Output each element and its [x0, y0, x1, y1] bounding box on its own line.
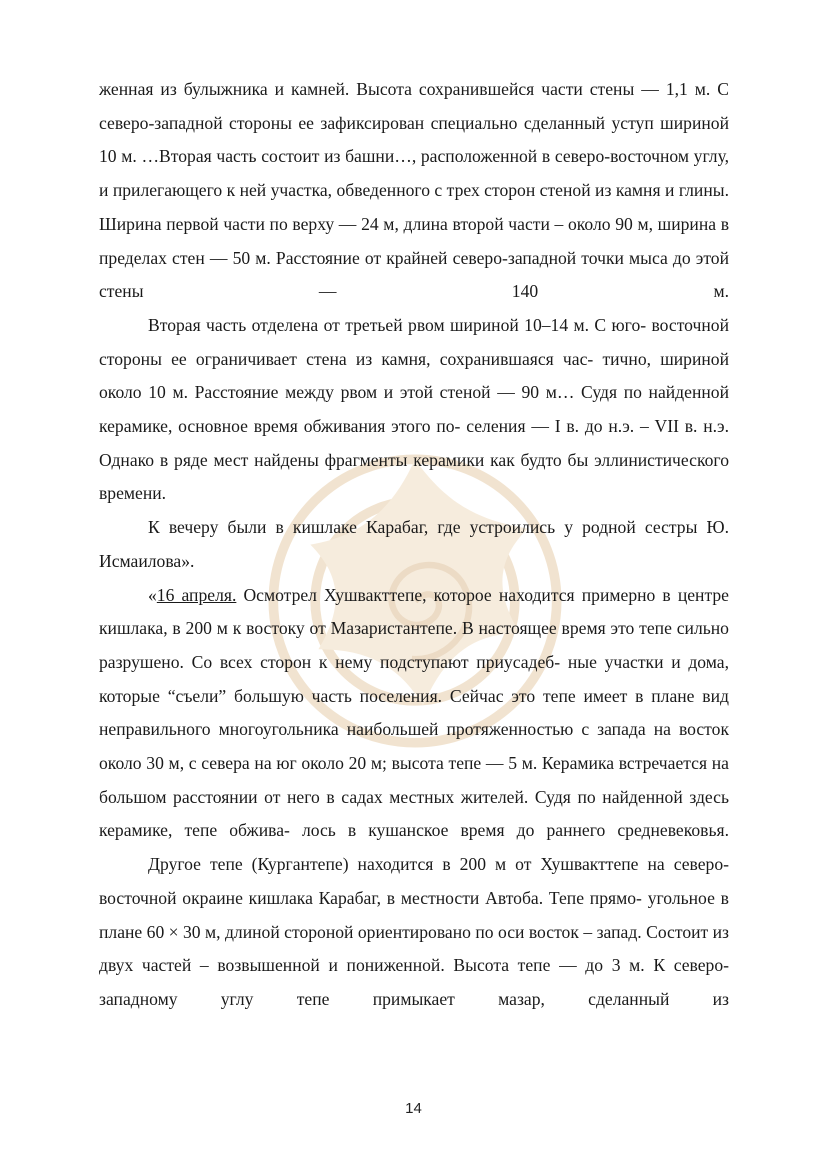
text-line: селения — I в. до н.э. – VII в. н.э. Однако в ряде мест найдены фрагменты [99, 416, 729, 470]
text-line: 24 м, длина второй части – около 90 м, ширина в пределах стен — 50 м. [99, 213, 730, 268]
text-line: ные участки и дома, которые “съели” большую часть поселения. Сейчас [99, 651, 729, 706]
text-line: Другое тепе (Кургантепе) находится в 200 м от Хушвакттепе на северо- [148, 854, 729, 875]
text-line: 90 м… Судя по найденной керамике, основное время обживания этого по- [99, 382, 729, 437]
text-line: протяженностью с запада на восток около 30 м, с севера на юг около 20 м; [99, 719, 729, 774]
paragraph-5 [99, 848, 729, 1017]
text-line: керамики как будто бы эллинистического времени. [99, 449, 729, 504]
text-line: женная из булыжника и камней. Высота сохранившейся части стены — [99, 79, 659, 99]
text-line: — до 3 м. К северо-западному углу тепе примыкает мазар, сделанный из [99, 955, 729, 1009]
text-line: Расстояние от крайней северо-западной точки мыса до этой стены — [99, 247, 729, 302]
text-line: это тепе имеет в плане вид неправильного многоугольника наибольшей [99, 685, 729, 740]
paragraph-2 [99, 309, 729, 511]
text-line: восточной стороны ее ограничивает стена из камня, сохранившаяся час- [99, 314, 729, 369]
text-line: К вечеру были в кишлаке Карабаг, где устроились у родной сестры [148, 517, 698, 538]
text-line: 140 м. [511, 281, 729, 302]
text-line: центре кишлака, в 200 м к востоку от Мазаристантепе. В настоящее время [99, 584, 729, 639]
paragraph-3 [99, 511, 729, 578]
text-line: в северо-восточном углу, и прилегающего к ней участка, обведенного с [99, 146, 729, 201]
paragraph-1 [99, 73, 729, 309]
text-line: восточной окраине кишлака Карабаг, в местности Автоба. Тепе прямо- [99, 887, 642, 908]
paragraph-4: «16 апреля. Осмотрел Хушвакттепе, которое находится примерно в центре кишлака, в 200 м к востоку от Мазаристантепе. В настоящее время это тепе сильно разрушено. Со всех сторон к нему подступают приусадеб- ные участки и дома, которые “съели” большую часть поселения. Сейчас это тепе имеет в плане вид неправильного многоугольника наибольшей протяженностью с запада на восток около 30 м, с севера на юг около 20 м; высота тепе — 5 м. Керамика встречается на большом расстоянии от него в садах местных жителей. Судя по найденной здесь керамике, тепе обжива- лось в кушанское время до раннего средневековья. [99, 584, 729, 841]
text-line: это тепе сильно разрушено. Со всех сторон к нему подступают приусадеб- [99, 618, 729, 672]
text-line: Вторая часть отделена от третьей рвом шириной 10–14 м. С юго- [148, 314, 647, 335]
text-line: Осмотрел Хушвакттепе, которое находится примерно в [243, 584, 671, 605]
text-line: запад. Состоит из двух частей – возвышенной и пониженной. Высота тепе [99, 921, 730, 976]
date-underlined: 16 апреля. [156, 584, 237, 605]
text-line: уступ шириной 10 м. …Вторая часть состоит из башни…, расположенной [99, 112, 729, 167]
text-line: тично, шириной около 10 м. Расстояние между рвом и этой стеной — [99, 348, 729, 403]
text-line: садах местных жителей. Судя по найденной здесь керамике, тепе обжива- [99, 786, 729, 841]
page-number: 14 [405, 1100, 422, 1117]
text-line: 1,1 м. С северо-западной стороны ее зафиксирован специально сделанный [99, 79, 730, 133]
text-line: трех сторон стеной из камня и глины. Ширина первой части по верху — [99, 180, 729, 234]
text-line: угольное в плане 60 × 30 м, длиной стороной ориентировано по оси восток – [99, 887, 729, 942]
text-line: лось в кушанское время до раннего средневековья. [301, 820, 729, 841]
text-line: Ю. Исмаилова». [99, 517, 730, 571]
body-text [99, 73, 729, 1017]
text-line: высота тепе — 5 м. Керамика встречается на большом расстоянии от него в [99, 753, 729, 807]
